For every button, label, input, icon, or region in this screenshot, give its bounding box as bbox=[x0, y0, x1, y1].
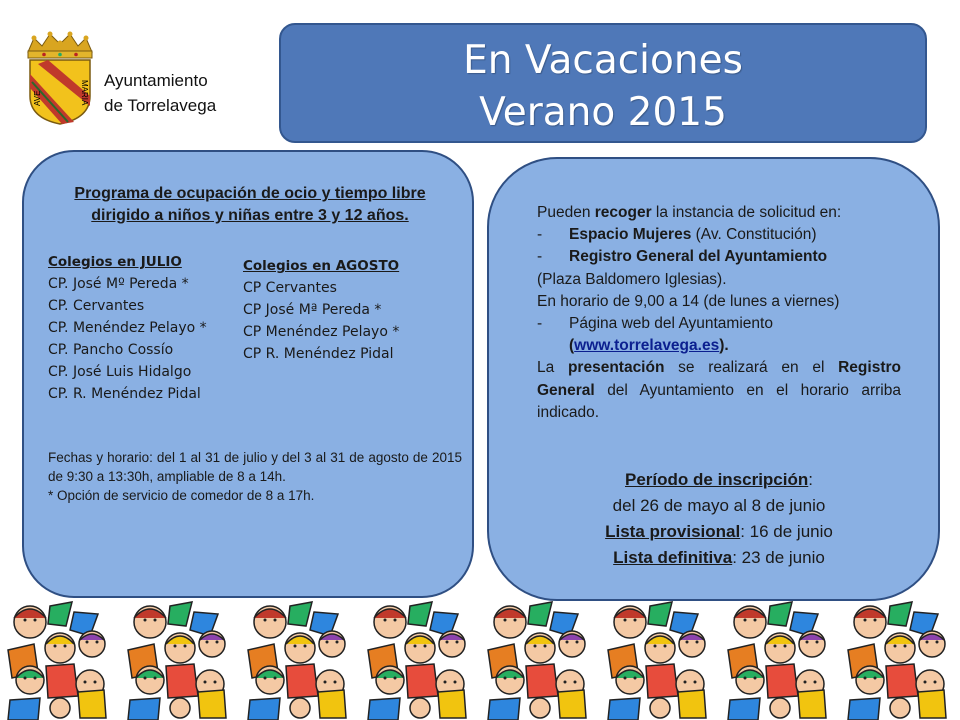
julio-heading: Colegios en JULIO bbox=[48, 254, 182, 270]
list-item: CP. Cervantes bbox=[48, 298, 145, 314]
intro-text: Pueden bbox=[537, 204, 595, 221]
place1-name: Espacio Mujeres bbox=[569, 226, 692, 244]
title-line1: En Vacaciones bbox=[463, 38, 743, 83]
organization-line2: de Torrelavega bbox=[104, 96, 217, 115]
list-dash: - bbox=[537, 248, 543, 266]
coat-of-arms-icon bbox=[24, 30, 96, 126]
schedule-dates: Fechas y horario: del 1 al 31 de julio y del 3 al 31 de agosto de 2015 de 9:30 a 13:30h, ampliable de 8 a 14h. bbox=[48, 450, 462, 484]
schedule-text bbox=[48, 448, 462, 505]
list-item: CP. Menéndez Pelayo * bbox=[48, 320, 207, 336]
title-line2: Verano 2015 bbox=[479, 90, 727, 135]
presentation-paragraph bbox=[537, 357, 901, 424]
pres-text-mid: se realizará en el bbox=[664, 359, 839, 377]
list-dash: - bbox=[537, 315, 543, 333]
list-item bbox=[537, 313, 901, 335]
program-heading bbox=[50, 183, 450, 227]
list-item: CP. José Mº Pereda * bbox=[48, 276, 189, 292]
agosto-schools-list bbox=[243, 255, 399, 365]
application-panel bbox=[487, 157, 940, 601]
pres-bold: presentación bbox=[567, 359, 665, 377]
organization-line1: Ayuntamiento bbox=[104, 71, 208, 90]
crown-icon bbox=[28, 32, 92, 59]
web-paren-close: ). bbox=[719, 337, 729, 355]
intro-bold: recoger bbox=[594, 204, 652, 221]
pres-text-end: del Ayuntamiento en el horario arriba indicado. bbox=[537, 381, 901, 421]
provisional-value: : 16 de junio bbox=[740, 522, 833, 541]
agosto-heading: Colegios en AGOSTO bbox=[243, 258, 400, 274]
web-text: Página web del Ayuntamiento bbox=[569, 315, 773, 333]
pres-bold2: Registro General bbox=[537, 359, 901, 399]
definitiva-label: Lista definitiva bbox=[613, 548, 733, 567]
list-item: CP Cervantes bbox=[243, 280, 337, 296]
inscripcion-colon: : bbox=[808, 470, 813, 489]
program-line1: Programa de ocupación de ocio y tiempo libre bbox=[74, 185, 426, 202]
website-link[interactable]: www.torrelavega.es bbox=[574, 337, 720, 355]
list-item: CP José Mª Pereda * bbox=[243, 302, 382, 318]
program-line2: dirigido a niños y niñas entre 3 y 12 años. bbox=[91, 207, 409, 224]
title-banner bbox=[279, 23, 927, 143]
provisional-label: Lista provisional bbox=[605, 522, 741, 541]
place2-name: Registro General del Ayuntamiento bbox=[569, 248, 828, 266]
opening-hours: En horario de 9,00 a 14 (de lunes a viernes) bbox=[537, 292, 840, 310]
provisional-line bbox=[537, 519, 901, 545]
definitiva-value: : 23 de junio bbox=[732, 548, 825, 567]
web-paren-open: ( bbox=[569, 337, 575, 355]
list-item: CP. José Luis Hidalgo bbox=[48, 364, 192, 380]
registration-periods bbox=[537, 467, 901, 571]
place-espacio-mujeres bbox=[569, 224, 901, 246]
logo-motto-left: AVE bbox=[33, 90, 42, 106]
intro-paragraph bbox=[537, 202, 901, 224]
inscripcion-dates: del 26 de mayo al 8 de junio bbox=[612, 496, 826, 515]
children-border-icon bbox=[0, 600, 960, 720]
list-item: CP. R. Menéndez Pidal bbox=[48, 386, 201, 402]
inscripcion-label: Período de inscripción bbox=[625, 470, 809, 489]
web-link-line bbox=[537, 335, 901, 357]
list-item: CP. Pancho Cossío bbox=[48, 342, 174, 358]
list-item: CP R. Menéndez Pidal bbox=[243, 346, 394, 362]
intro-text-end: la instancia de solicitud en: bbox=[651, 204, 842, 221]
place1-address: (Av. Constitución) bbox=[691, 226, 817, 244]
list-item: CP Menéndez Pelayo * bbox=[243, 324, 400, 340]
list-item bbox=[537, 246, 901, 268]
pres-text: La bbox=[537, 359, 568, 377]
schedule-note: * Opción de servicio de comedor de 8 a 17h. bbox=[48, 488, 315, 503]
place2-address: (Plaza Baldomero Iglesias). bbox=[537, 270, 727, 288]
inscripcion-line bbox=[537, 467, 901, 493]
list-item bbox=[537, 224, 901, 246]
list-dash: - bbox=[537, 226, 543, 244]
definitiva-line bbox=[537, 545, 901, 571]
application-info bbox=[537, 202, 901, 424]
logo-motto-right: MARIA bbox=[80, 80, 89, 106]
organization-name bbox=[104, 68, 216, 118]
schools-panel bbox=[22, 150, 474, 598]
julio-schools-list bbox=[48, 251, 207, 405]
